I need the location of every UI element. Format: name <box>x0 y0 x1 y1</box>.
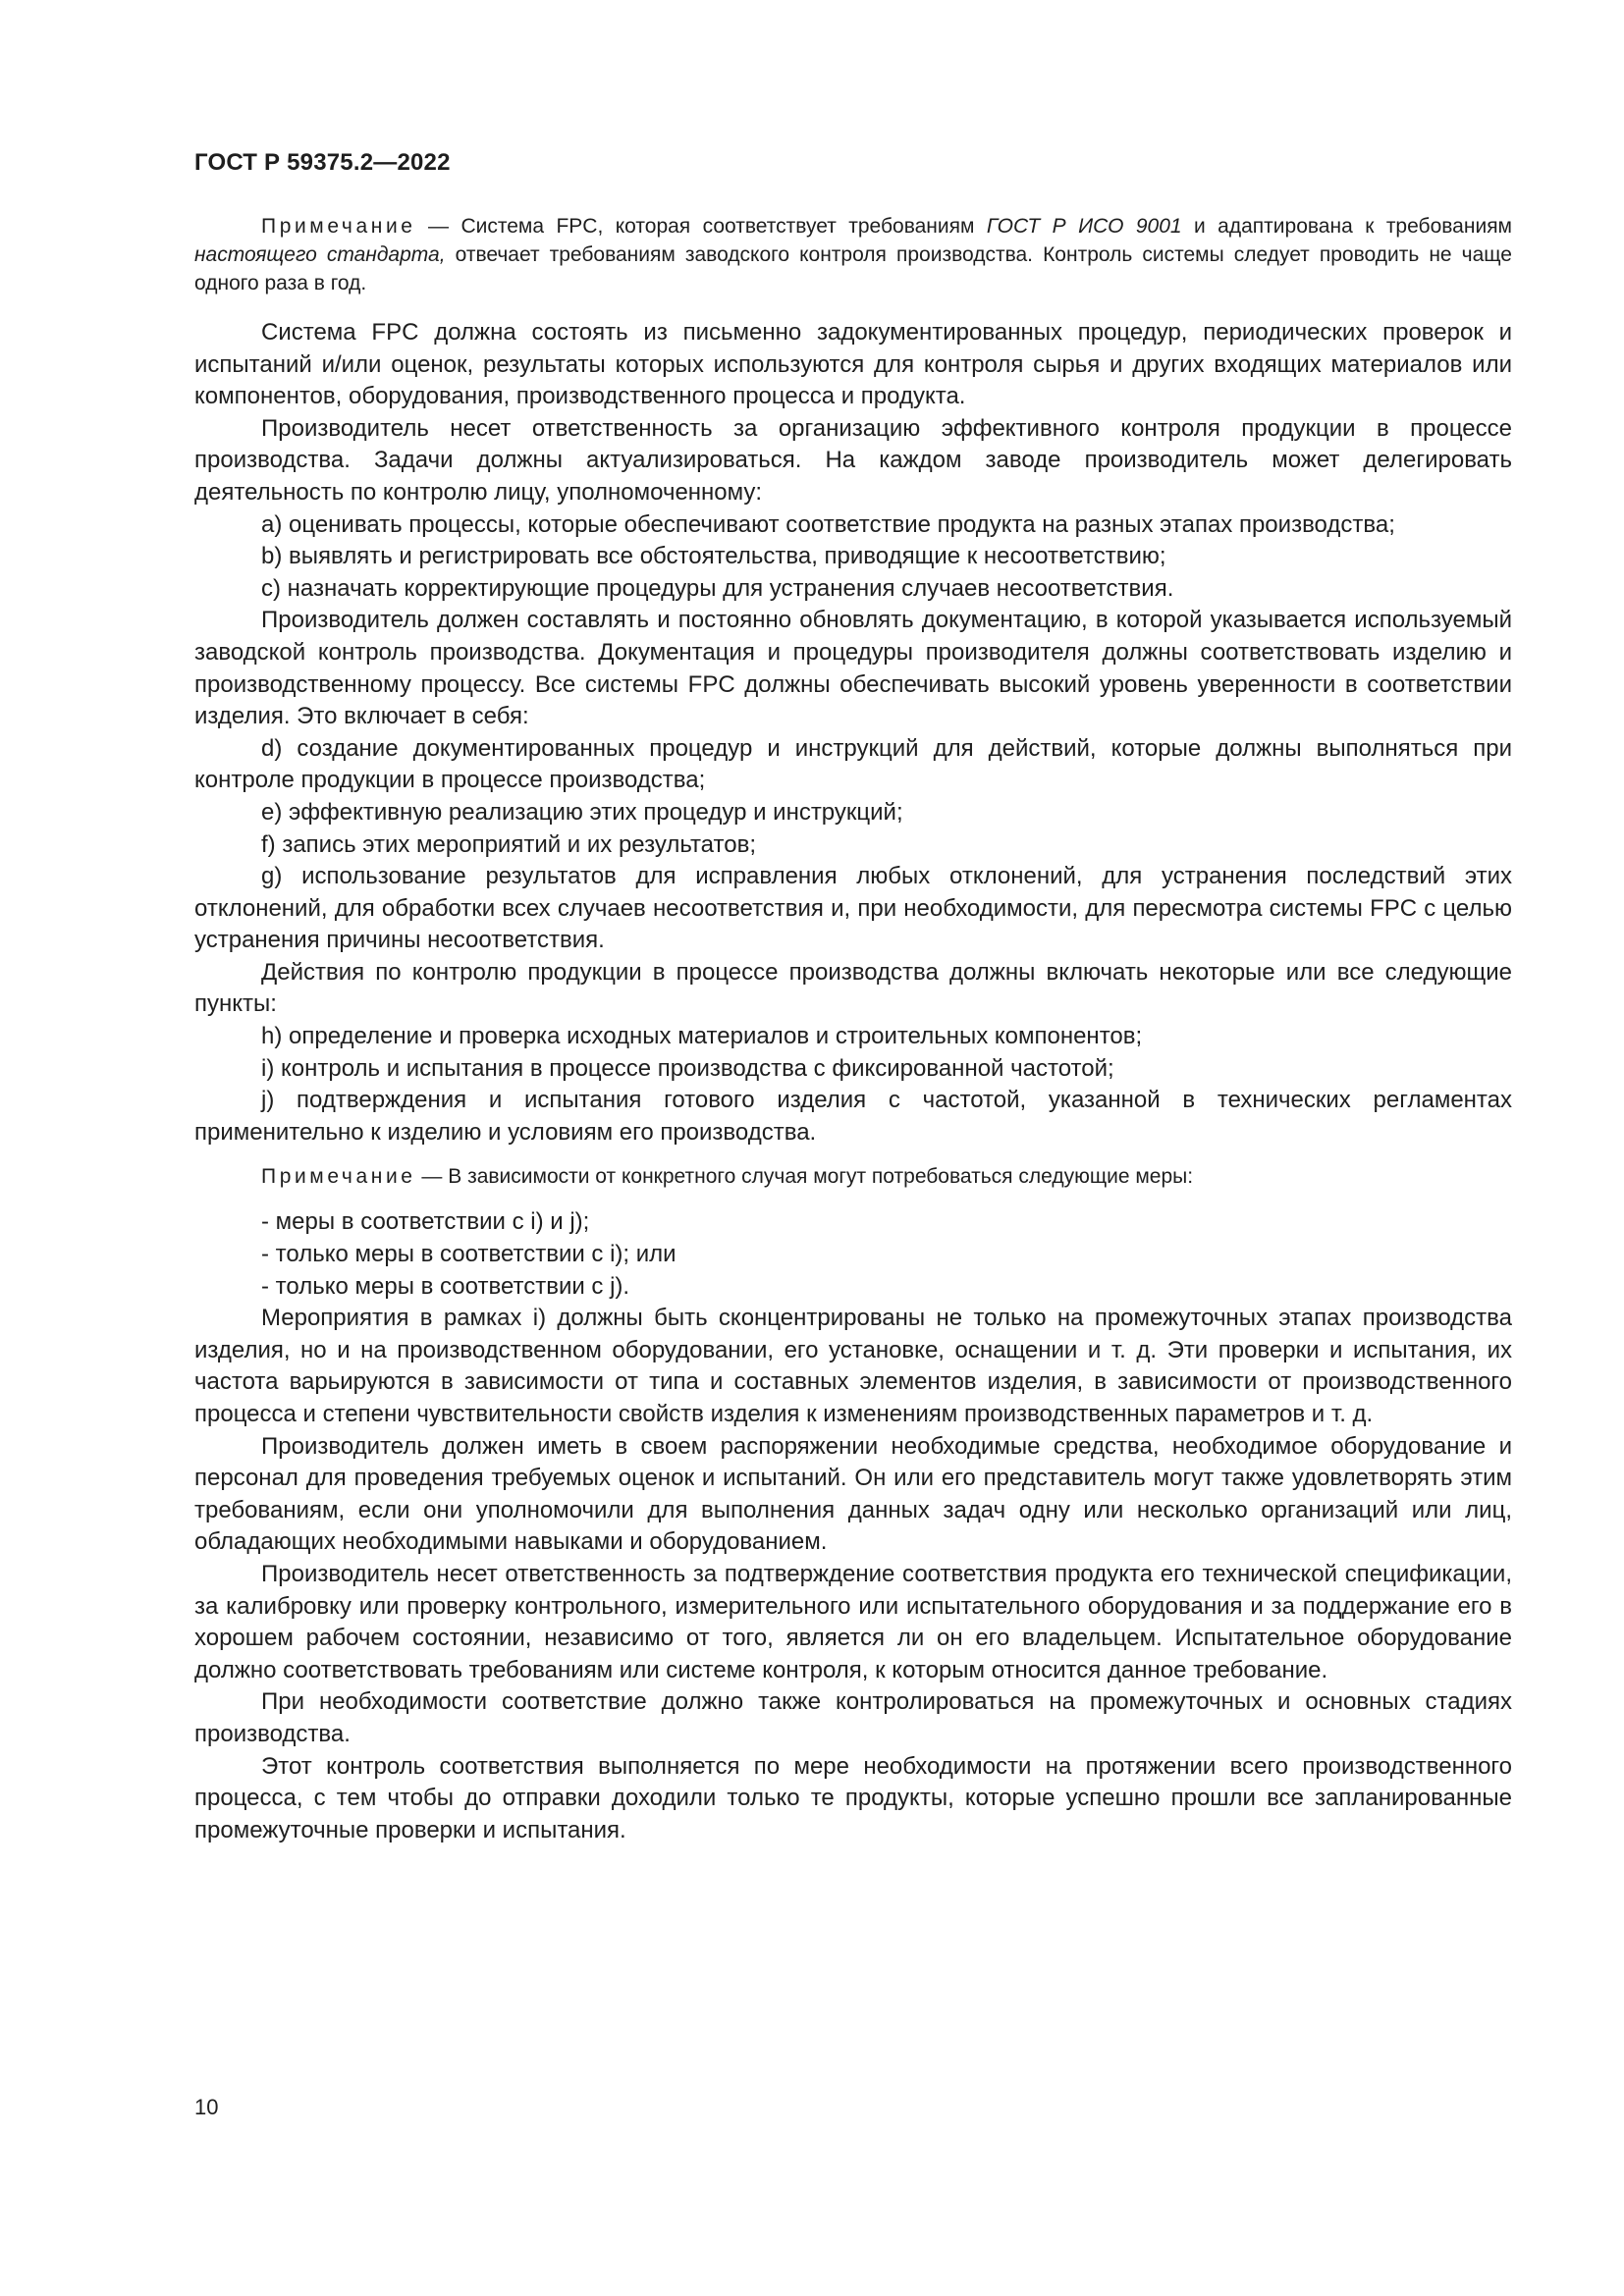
note-reference-this-standard: настоящего стандарта, <box>194 243 446 266</box>
paragraph-resources: Производитель должен иметь в своем распоряжении необходимые средства, необходимое оборудование и персонал для проведения требуемых оценок и испытаний. Он или его представитель могут также удовлетворять этим требованиям, если они уполномочили для выполнения данных задач одну или несколько организаций или лиц, обладающих необходимыми навыками и оборудованием. <box>194 1432 1512 1556</box>
list-item-e: е) эффективную реализацию этих процедур и инструкций; <box>261 798 903 826</box>
paragraph-control-actions: Действия по контролю продукции в процессе производства должны включать некоторые или все следующие пункты: <box>194 958 1512 1018</box>
document-body <box>194 212 1512 1846</box>
list-item-b: b) выявлять и регистрировать все обстоятельства, приводящие к несоответствию; <box>261 543 1166 570</box>
list-item-j: j) подтверждения и испытания готового изделия с частотой, указанной в технических регламентах применительно к изделию и условиям его производства. <box>194 1087 1512 1146</box>
paragraph-calibration: Производитель несет ответственность за подтверждение соответствия продукта его технической спецификации, за калибровку или проверку контрольного, измерительного или испытательного оборудования и за поддержание его в хорошем рабочем состоянии, независимо от того, является ли он его владельцем. Испытательное оборудование должно соответствовать требованиям или системе контроля, к которым относится данное требование. <box>194 1560 1512 1683</box>
note-dash: — <box>415 1165 449 1189</box>
note-label: Примечание <box>261 215 416 238</box>
list-item-c: c) назначать корректирующие процедуры для устранения случаев несоответствия. <box>261 574 1174 602</box>
note-dash: — <box>415 215 461 238</box>
list-item-d: d) создание документированных процедур и инструкций для действий, которые должны выполняться при контроле продукции в процессе производства; <box>194 734 1512 794</box>
list-item-f: f) запись этих мероприятий и их результатов; <box>261 830 756 858</box>
paragraph-intermediate-control: При необходимости соответствие должно также контролироваться на промежуточных и основных стадиях производства. <box>194 1688 1512 1747</box>
note-2 <box>194 1162 1512 1191</box>
paragraph-measures-scope: Мероприятия в рамках i) должны быть сконцентрированы не только на промежуточных этапах производства изделия, но и на производственном оборудовании, его установке, оснащении и т. д. Эти проверки и испытания, их частота варьируются в зависимости от типа и составных элементов изделия, в зависимости от производственного процесса и степени чувствительности свойств изделия к изменениям производственных параметров и т. д. <box>194 1305 1512 1427</box>
list-item-h: h) определение и проверка исходных материалов и строительных компонентов; <box>261 1023 1143 1050</box>
paragraph-conformity-control: Этот контроль соответствия выполняется по мере необходимости на протяжении всего производственного процесса, с тем чтобы до отправки доходили только те продукты, которые успешно прошли все запланированные промежуточные проверки и испытания. <box>194 1752 1512 1843</box>
paragraph-documentation: Производитель должен составлять и постоянно обновлять документацию, в которой указывается используемый заводской контроль производства. Документация и процедуры производителя должны соответствовать изделию и производственному процессу. Все системы FPC должны обеспечивать высокий уровень уверенности в соответствии изделия. Это включает в себя: <box>194 607 1512 730</box>
note-text-part: и адаптирована к требованиям <box>1181 215 1512 238</box>
note-text-part: Система FPC, которая соответствует требованиям <box>460 215 987 238</box>
note-label: Примечание <box>261 1165 416 1189</box>
list-item-i: i) контроль и испытания в процессе производства с фиксированной частотой; <box>261 1054 1114 1082</box>
list-item-g: g) использование результатов для исправления любых отклонений, для устранения последствий этих отклонений, для обработки всех случаев несоответствия и, при необходимости, для пересмотра системы FPC с целью устранения причины несоответствия. <box>194 863 1512 954</box>
paragraph-fpc-system: Система FPC должна состоять из письменно задокументированных процедур, периодических проверок и испытаний и/или оценок, результаты которых используются для контроля сырья и других входящих материалов или компонентов, оборудования, производственного процесса и продукта. <box>194 319 1512 410</box>
dash-list-item: - только меры в соответствии с i); или <box>261 1241 677 1268</box>
note-text-part: отвечает требованиям заводского контроля производства. Контроль системы следует проводить не чаще одного раза в год. <box>194 243 1512 294</box>
paragraph-manufacturer-responsibility: Производитель несет ответственность за организацию эффективного контроля продукции в процессе производства. Задачи должны актуализироваться. На каждом заводе производитель может делегировать деятельность по контролю лицу, уполномоченному: <box>194 414 1512 506</box>
dash-list-item: - меры в соответствии с i) и j); <box>261 1208 590 1236</box>
dash-list-item: - только меры в соответствии с j). <box>261 1272 630 1300</box>
list-item-a: а) оценивать процессы, которые обеспечивают соответствие продукта на разных этапах производства; <box>261 510 1395 538</box>
page-number: 10 <box>194 2095 219 2119</box>
note-text: В зависимости от конкретного случая могут потребоваться следующие меры: <box>448 1165 1194 1189</box>
note-reference-gost-iso: ГОСТ Р ИСО 9001 <box>986 215 1182 238</box>
document-code-header: ГОСТ Р 59375.2—2022 <box>194 149 451 176</box>
note-1 <box>194 212 1512 297</box>
